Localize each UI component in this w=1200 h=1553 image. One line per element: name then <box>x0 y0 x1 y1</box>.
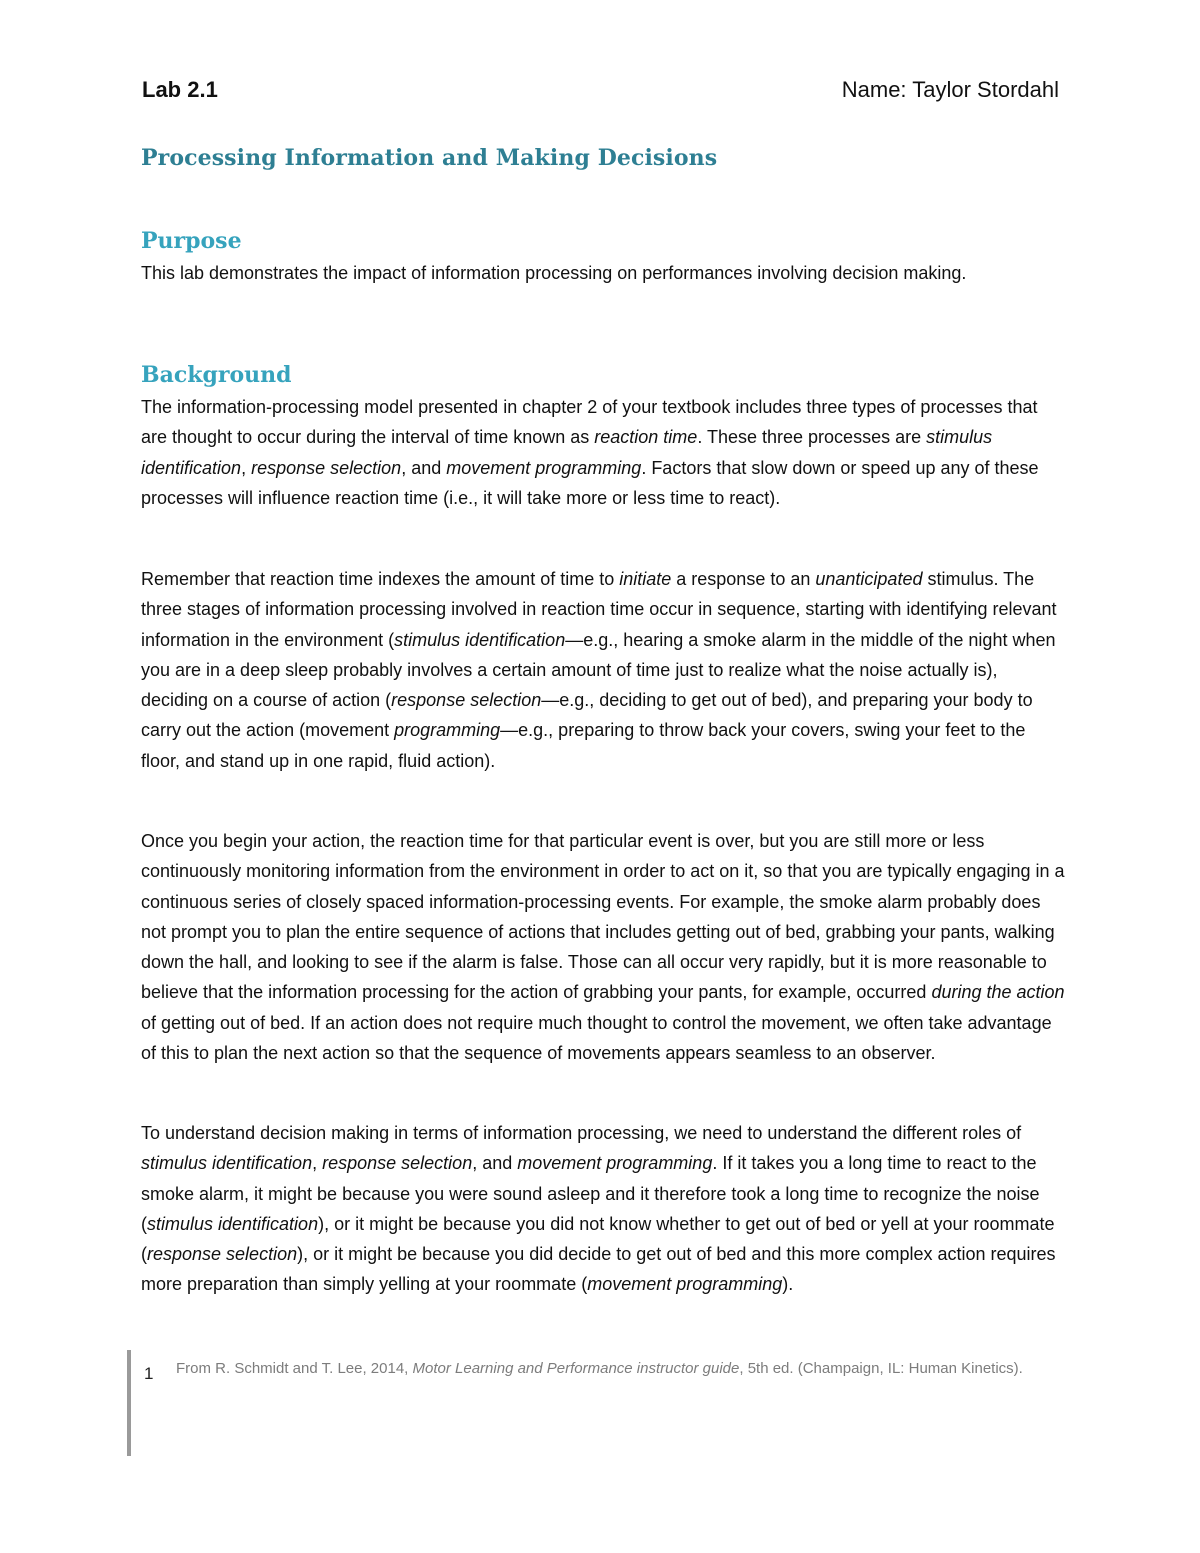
footnote-text <box>176 1358 1056 1380</box>
text-run: , and <box>401 457 447 478</box>
text-run: To understand decision making in terms of information processing, we need to understand the different roles of <box>141 1123 1022 1143</box>
text-run: Remember that reaction time indexes the amount of time to <box>141 569 620 589</box>
text-run: ). <box>782 1274 794 1295</box>
text-run: ), or it might be because you did not know whether to get out of bed or yell at your roommate ( <box>141 1213 1055 1265</box>
background-paragraph-1 <box>141 392 1066 513</box>
purpose-text: This lab demonstrates the impact of information processing on performances involving decision making. <box>141 263 967 283</box>
text-run: —e.g., hearing a smoke alarm in the middle of the night when you are in a deep sleep probably involves a certain amount of time just to realize what the noise actually is), deciding on a course of action ( <box>141 629 1056 711</box>
text-run: a response to an <box>671 569 816 589</box>
italic-term: reaction time <box>594 427 698 448</box>
text-run: , and <box>472 1153 518 1174</box>
text-run: . These three processes are <box>697 427 927 448</box>
text-run: From R. Schmidt and T. Lee, 2014, <box>176 1360 413 1377</box>
text-run: —e.g., preparing to throw back your covers, swing your feet to the floor, and stand up in one rapid, fluid action). <box>141 720 1026 771</box>
italic-term: response selection <box>322 1153 473 1174</box>
text-run: . Factors that slow down or speed up any of these processes will influence reaction time (i.e., it will take more or less time to react). <box>141 457 1039 508</box>
text-run: —e.g., deciding to get out of bed), and preparing your body to carry out the action (movement <box>141 690 1033 741</box>
italic-term: response selection <box>147 1244 298 1265</box>
purpose-heading: Purpose <box>141 228 242 254</box>
text-run: , <box>312 1153 323 1174</box>
text-run: ), or it might be because you did decide to get out of bed and this more complex action requires more preparation than simply yelling at your roommate ( <box>141 1244 1056 1295</box>
text-run: , 5th ed. (Champaign, IL: Human Kinetics). <box>739 1360 1023 1377</box>
italic-term: stimulus identification <box>141 427 993 478</box>
italic-term: response selection <box>251 457 402 478</box>
student-name: Name: Taylor Stordahl <box>841 77 1059 102</box>
text-run: . If it takes you a long time to react to the smoke alarm, it might be because you were sound asleep and it therefore took a long time to recognize the noise ( <box>141 1153 1040 1234</box>
background-paragraph-4 <box>141 1118 1066 1300</box>
italic-term: unanticipated <box>815 569 923 589</box>
document-title: Processing Information and Making Decisions <box>141 145 718 171</box>
italic-term: movement programming <box>517 1153 713 1174</box>
italic-term: movement programming <box>446 457 642 478</box>
text-run: of getting out of bed. If an action does not require much thought to control the movement, we often take advantage of this to plan the next action so that the sequence of movements appears seamless to an observer. <box>141 1012 1052 1064</box>
background-paragraph-2 <box>141 564 1066 776</box>
background-heading: Background <box>141 362 292 388</box>
italic-term: stimulus identification <box>394 629 566 650</box>
text-run: , <box>241 457 252 478</box>
text-run: The information-processing model presented in chapter 2 of your textbook includes three types of processes that are thought to occur during the interval of time known as <box>141 397 1038 448</box>
italic-term: response selection <box>391 690 542 711</box>
italic-term: stimulus identification <box>141 1153 313 1174</box>
footnote-number: 1 <box>144 1364 154 1383</box>
footnote-margin-bar <box>127 1350 131 1456</box>
italic-term: programming <box>394 720 501 741</box>
background-paragraph-3 <box>141 826 1066 1068</box>
text-run: Once you begin your action, the reaction time for that particular event is over, but you are still more or less continuously monitoring information from the environment in order to act on it, so that you are typically engaging in a continuous series of closely spaced information-processing events. For example, the smoke alarm probably does not prompt you to plan the entire sequence of actions that includes getting out of bed, grabbing your pants, walking down the hall, and looking to see if the alarm is false. Those can all occur very rapidly, but it is more reasonable to believe that the information processing for the action of grabbing your pants, for example, occurred <box>141 831 1065 1003</box>
italic-term: initiate <box>619 569 672 589</box>
italic-term: stimulus identification <box>147 1213 319 1234</box>
lab-label: Lab 2.1 <box>142 77 218 102</box>
italic-term: movement programming <box>587 1274 783 1295</box>
italic-term: during the action <box>931 982 1065 1003</box>
italic-book-title: Motor Learning and Performance instructor guide <box>412 1360 740 1377</box>
text-run: stimulus. The three stages of information processing involved in reaction time occur in sequence, starting with identifying relevant information in the environment ( <box>141 569 1057 650</box>
